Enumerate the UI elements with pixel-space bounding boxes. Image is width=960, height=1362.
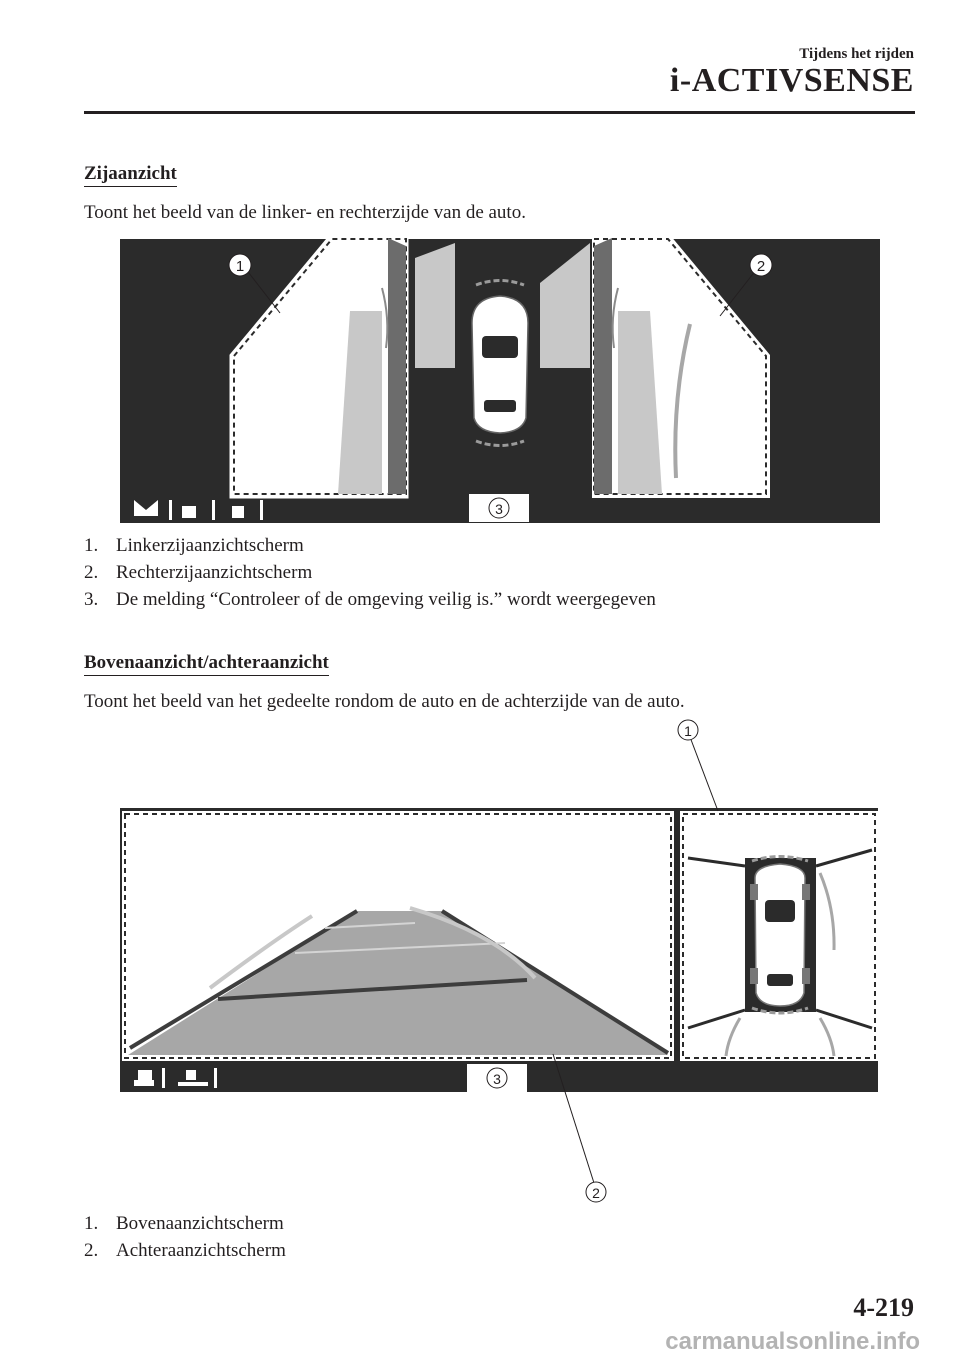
- svg-text:3: 3: [493, 1071, 501, 1087]
- svg-text:1: 1: [235, 258, 245, 275]
- top-rear-view-heading: Bovenaanzicht/achteraanzicht: [84, 652, 329, 674]
- rear-view-panel: [122, 811, 674, 1061]
- callout-3: [467, 1064, 527, 1092]
- section-title: i-ACTIVSENSE: [669, 62, 914, 99]
- callout-1: [678, 720, 718, 811]
- svg-text:2: 2: [592, 1185, 600, 1201]
- side-view-heading: Zijaanzicht: [84, 163, 177, 185]
- callout-3: [469, 494, 529, 522]
- top-view-panel: [680, 811, 878, 1061]
- callout-2: [750, 254, 772, 276]
- svg-text:2: 2: [756, 258, 766, 275]
- side-view-description: Toont het beeld van de linker- en rechterzijde van de auto.: [84, 202, 526, 223]
- header-rule: [84, 111, 915, 114]
- list-item: 1. Linkerzijaanzichtscherm: [84, 535, 304, 556]
- callout-1: [229, 254, 251, 276]
- car-top-view: [472, 281, 528, 446]
- list-item: 2. Achteraanzichtscherm: [84, 1240, 286, 1261]
- top-rear-view-figure: [100, 718, 900, 1208]
- list-item: 1. Bovenaanzichtscherm: [84, 1213, 284, 1234]
- watermark: carmanualsonline.info: [665, 1328, 920, 1355]
- svg-text:1: 1: [684, 723, 692, 739]
- svg-text:3: 3: [495, 501, 503, 517]
- top-rear-view-legend: [84, 1210, 286, 1264]
- top-rear-view-description: Toont het beeld van het gedeelte rondom de auto en de achterzijde van de auto.: [84, 691, 685, 712]
- side-view-figure: [120, 228, 880, 524]
- list-item: 2. Rechterzijaanzichtscherm: [84, 562, 313, 583]
- page-number: 4-219: [853, 1293, 914, 1322]
- chapter-label: Tijdens het rijden: [799, 46, 914, 62]
- side-view-legend: [84, 532, 656, 613]
- list-item: 3. De melding “Controleer of de omgeving veilig is.” wordt weergegeven: [84, 589, 656, 610]
